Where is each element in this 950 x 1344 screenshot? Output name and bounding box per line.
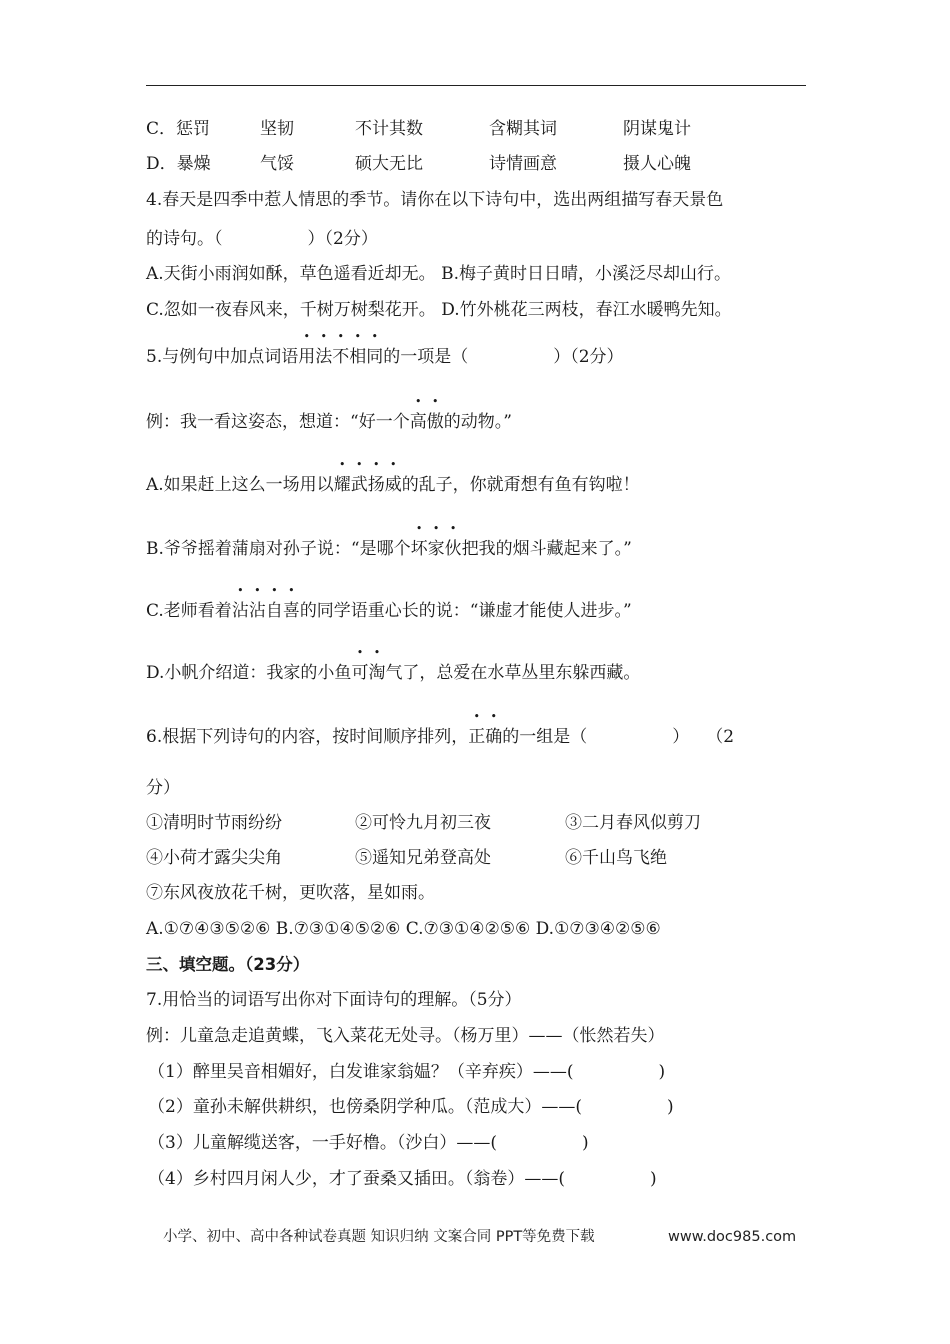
q6-poem-2: ②可怜九月初三夜 — [355, 813, 491, 833]
q6-poem-1: ①清明时节雨纷纷 — [146, 813, 282, 833]
q3-d-word3: 硕大无比 — [355, 154, 423, 174]
q6-stem — [146, 725, 734, 749]
q5-example — [146, 410, 512, 434]
q6-poem-row3: ⑦东风夜放花千树，更吹落，星如雨。 — [146, 883, 435, 903]
q6-poem-5: ⑤遥知兄弟登高处 — [355, 848, 491, 868]
q5-a-post: 的乱子，你就甭想有鱼有钩啦！ — [401, 475, 640, 495]
q5-option-b — [146, 537, 632, 561]
footer — [163, 1226, 797, 1248]
q3-d-word5: 摄人心魄 — [623, 154, 691, 174]
q3-c-word3: 不计其数 — [355, 119, 423, 139]
q6-stem-line2: 分） — [146, 778, 180, 798]
q7-item-1: （1）醉里吴音相媚好，白发谁家翁媪？（辛弃疾）——( ) — [148, 1062, 666, 1082]
q7-item-2: （2）童孙未解供耕织，也傍桑阴学种瓜。（范成大）——( ) — [148, 1097, 674, 1117]
q5-b-dotted: 坏家伙 — [410, 539, 462, 559]
q5-b-post: 把我的烟斗藏起来了。” — [461, 539, 632, 559]
q5-a-dotted: 耀武扬威 — [333, 475, 402, 495]
q5-stem-dotted: 用法不相同 — [298, 347, 384, 367]
q6-poem-3: ③二月春风似剪刀 — [565, 813, 701, 833]
q6-stem-pre: 6.根据下列诗句的内容，按时间顺序排列， — [146, 727, 469, 747]
q3-c-label: C．惩罚 — [146, 119, 211, 139]
q4-stem-line1: 4.春天是四季中惹人情思的季节。请你在以下诗句中，选出两组描写春天景色 — [146, 190, 724, 210]
q5-stem-pre: 5.与例句中加点词语 — [146, 347, 299, 367]
q5-a-pre: A.如果赶上这么一场用以 — [146, 475, 334, 495]
section3-heading: 三、填空题。（23分） — [146, 955, 310, 974]
q3-d-label: D．暴燥 — [146, 154, 211, 174]
q5-example-dotted: 高傲 — [409, 412, 444, 432]
q6-poem-4: ④小荷才露尖尖角 — [146, 848, 282, 868]
q7-stem: 7.用恰当的词语写出你对下面诗句的理解。（5分） — [146, 990, 522, 1010]
q5-c-pre: C.老师看着 — [146, 601, 232, 621]
q3-d-word4: 诗情画意 — [489, 154, 557, 174]
q4-options-line2: C.忽如一夜春风来，千树万树梨花开。 D.竹外桃花三两枝，春江水暖鸭先知。 — [146, 300, 732, 320]
q5-c-post: 的同学语重心长的说：“谦虚才能使人进步。” — [299, 601, 632, 621]
q3-c-word5: 阴谋鬼计 — [623, 119, 691, 139]
q5-d-dotted: 可淘 — [351, 663, 386, 683]
footer-text: 小学、初中、高中各种试卷真题 知识归纳 文案合同 PPT等免费下载 — [163, 1229, 595, 1245]
q6-poem-6: ⑥千山鸟飞绝 — [565, 848, 667, 868]
q7-example: 例：儿童急走追黄蝶，飞入菜花无处寻。（杨万里）——（怅然若失） — [146, 1026, 665, 1046]
q7-item-4: （4）乡村四月闲人少，才了蚕桑又插田。（翁卷）——( ) — [148, 1169, 657, 1189]
q5-stem — [146, 345, 624, 369]
header-rule — [146, 85, 806, 86]
q6-stem-dotted: 正确 — [468, 727, 503, 747]
q3-c-word2: 坚韧 — [260, 119, 294, 139]
q5-option-c — [146, 599, 632, 623]
q5-b-pre: B.爷爷摇着蒲扇对孙子说：“是哪个 — [146, 539, 411, 559]
q5-example-pre: 例：我一看这姿态，想道：“好一个 — [146, 412, 410, 432]
q5-c-dotted: 沾沾自喜 — [231, 601, 300, 621]
q6-stem-post: 的一组是（ ） （2 — [502, 727, 735, 747]
q5-option-d — [146, 661, 640, 685]
footer-url: www.doc985.com — [668, 1229, 797, 1245]
q3-c-word4: 含糊其词 — [489, 119, 557, 139]
q5-option-a — [146, 473, 640, 497]
q7-item-3: （3）儿童解缆送客，一手好橹。（沙白）——( ) — [148, 1133, 589, 1153]
q5-d-post: 气了，总爱在水草丛里东躲西藏。 — [385, 663, 641, 683]
q6-choices: A.①⑦④③⑤②⑥ B.⑦③①④⑤②⑥ C.⑦③①④②⑤⑥ D.①⑦③④②⑤⑥ — [146, 919, 661, 939]
q5-d-pre: D.小帆介绍道：我家的小鱼 — [146, 663, 352, 683]
q5-stem-post: 的一项是（ ）（2分） — [383, 347, 624, 367]
q3-d-word2: 气馁 — [260, 154, 294, 174]
q5-example-post: 的动物。” — [443, 412, 512, 432]
q4-stem-line2: 的诗句。（ ）（2分） — [146, 229, 378, 249]
q4-options-line1: A.天街小雨润如酥，草色遥看近却无。 B.梅子黄时日日晴，小溪泛尽却山行。 — [146, 264, 731, 284]
